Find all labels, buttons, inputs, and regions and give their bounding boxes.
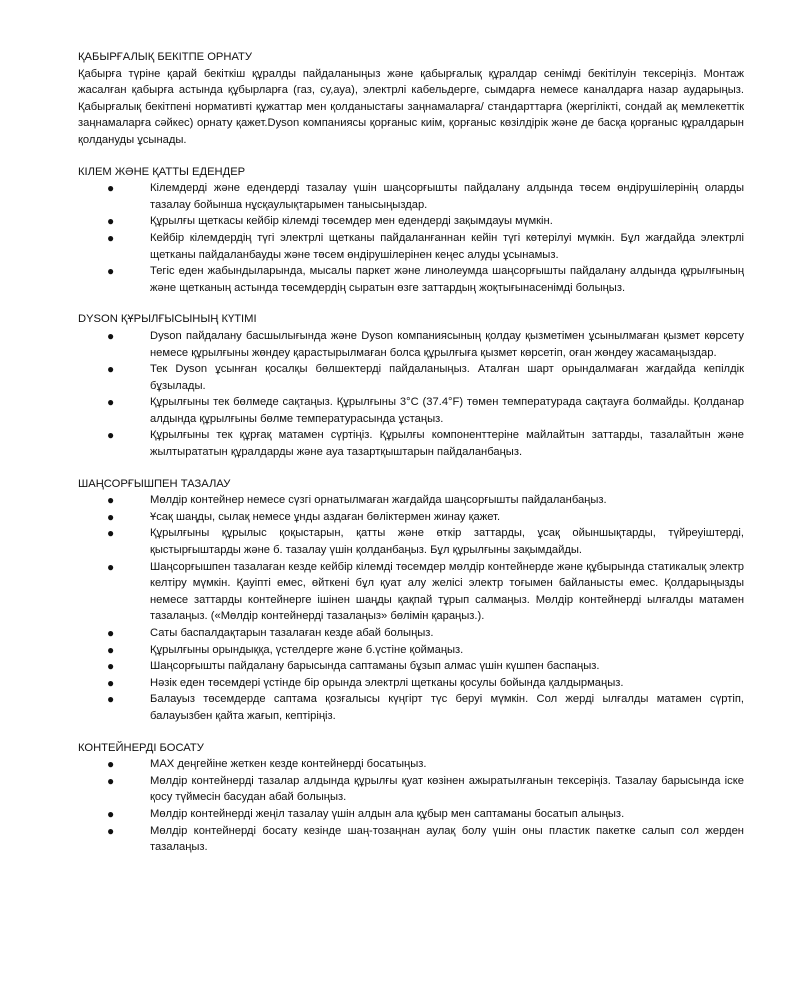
bullet-icon: ● [107, 692, 115, 707]
list-item: ● Құрылғыны тек бөлмеде сақтаңыз. Құрылғыны 3°C (37.4°F) төмен температурада сақтауға болмайды. Қолданар алдында құрылғыны бөлме температурасында ұстаңыз. [107, 395, 744, 425]
list-item: ● Ұсақ шаңды, сылақ немесе ұнды аздаған бөліктермен жинау қажет. [107, 509, 501, 524]
bullet-icon: ● [107, 428, 115, 443]
list-item: ● Кілемдерді және едендерді тазалау үшін шаңсорғышты пайдалану алдында төсем өндірушілерінің оларды тазалау бойынша нұсқаулықтарымен танысыңыздар. [107, 181, 744, 211]
bullet-icon: ● [107, 642, 115, 657]
bullet-icon: ● [107, 362, 115, 377]
section-heading: ШАҢСОРҒЫШПЕН ТАЗАЛАУ [78, 477, 231, 490]
list-item: ● Кейбір кілемдердің түгі электрлі щетканы пайдаланғаннан кейін түгі көтерілуі мүмкін. Бұл жағдайда электрлі щетканы пайдаланбауды және төсем өндірушілерінен кеңес алуды ұсынамыз. [107, 230, 744, 261]
list-item: ● Шаңсорғышпен тазалаған кезде кейбір кілемді төсемдер мөлдір контейнерде және құбырында статикалық электр келтіру мүмкін. Қауіпті емес, өйткені бұл қуат алу желісі электр тоғымен байланысты емес. Қолдарыңызды немесе заттарды контейнерге ішінен шаңды қақпай тұрып салмаңыз. Мөлдір контейнерді ылғалды матамен тазалаңыз. («Мөлдір контейнерді тазалаңыз» бөлімін қараңыз.). [107, 559, 744, 623]
list-item: ● Нәзік еден төсемдері үстінде бір орында электрлі щетканы қосулы бойында қалдырмаңыз. [107, 675, 624, 690]
bullet-icon: ● [107, 526, 115, 541]
bullet-icon: ● [107, 230, 115, 245]
bullet-icon: ● [107, 757, 115, 772]
list-item: ● Құрылғы щеткасы кейбір кілемді төсемдер мен едендерді зақымдауы мүмкін. [107, 214, 553, 229]
bullet-icon: ● [107, 773, 115, 788]
list-item: ● Тегіс еден жабындыларында, мысалы паркет және линолеумда шаңсорғышты пайдалану алдында құрылғының және щетканың астында төсемдердің сыратын өзге заттардың жоқтығынасенімді болыңыз. [107, 264, 744, 294]
section-heading: ҚАБЫРҒАЛЫҚ БЕКІТПЕ ОРНАТУ [78, 51, 252, 63]
list-item: ● MAX деңгейіне жеткен кезде контейнерді босатыңыз. [107, 757, 427, 772]
bullet-list [78, 328, 744, 461]
bullet-list [78, 756, 744, 856]
section-carpets-floors [78, 164, 744, 297]
list-item: ● Шаңсорғышты пайдалану барысында саптаманы бұзып алмас үшін күшпен баспаңыз. [107, 659, 600, 674]
bullet-list [78, 492, 744, 724]
bullet-icon: ● [107, 626, 115, 640]
section-heading: КІЛЕМ ЖӘНЕ ҚАТТЫ ЕДЕНДЕР [78, 165, 246, 178]
section-heading: DYSON ҚҰРЫЛҒЫСЫНЫҢ КҮТІМІ [78, 313, 257, 326]
bullet-icon: ● [107, 181, 115, 196]
list-item: ● Саты баспалдақтарын тазалаған кезде абай болыңыз. [107, 626, 434, 640]
section-device-care [78, 311, 744, 460]
section-heading: КОНТЕЙНЕРДІ БОСАТУ [78, 741, 204, 754]
bullet-icon: ● [107, 659, 115, 674]
list-item: ● Құрылғыны құрылыс қоқыстарын, қатты және өткір заттарды, ұсақ ойыншықтарды, түйреуіштерді, қыстырғыштарды және б. тазалау үшін қолданбаңыз. Бұл құрылғыны зақымдайды. [107, 526, 744, 557]
list-item: ● Dyson пайдалану басшылығында және Dyson компаниясының қолдау қызметімен ұсынылмаған қызмет көрсету немесе құрылғыны жөндеу қарастырылмаған болса құрылғыға қызмет көрсетіп, оған жөндеу жасамаңыздар. [107, 328, 744, 359]
bullet-icon: ● [107, 806, 115, 821]
bullet-icon: ● [107, 823, 115, 838]
list-item: ● Мөлдір контейнер немесе сүзгі орнатылмаған жағдайда шаңсорғышты пайдаланбаңыз. [107, 493, 607, 508]
bullet-icon: ● [107, 264, 115, 279]
bullet-list [78, 180, 744, 296]
bullet-icon: ● [107, 395, 115, 410]
bullet-icon: ● [107, 559, 115, 574]
list-item: ● Құрылғыны тек құрғақ матамен сүртіңіз. Құрылғы компоненттеріне майлайтын заттарды, тазалайтын және жылтырататын құралдарды және ауа тазартқыштарын пайдаланбаңыз. [107, 428, 744, 459]
bullet-icon: ● [107, 509, 115, 524]
section-empty-container [78, 740, 744, 856]
list-item: ● Балауыз төсемдерде саптама қозғалысы күңгірт түс беруі мүмкін. Сол жерді ылғалды матамен сүртіп, балауызбен қайта жағып, кептіріңіз. [107, 692, 744, 722]
list-item: ● Тек Dyson ұсынған қосалқы бөлшектерді пайдаланыңыз. Аталған шарт орындалмаған жағдайда кепілдік бұзылады. [107, 362, 744, 392]
list-item: ● Құрылғыны орындыққа, үстелдерге және б.үстіне қоймаңыз. [107, 642, 464, 657]
list-item: ● Мөлдір контейнерді жеңіл тазалау үшін алдын ала құбыр мен саптаманы босатып алыңыз. [107, 806, 625, 821]
section-paragraph: Қабырға түріне қарай бекіткіш құралды пайдаланыңыз және қабырғалық құралдар сенімді бекітілуін тексеріңіз. Монтаж жасалған қабырға астында құбырларға (газ, су,ауа), электрлі кабельдерге, сымдарға немесе каналдарға назар аударыңыз. Қабырғалық бекітпені нормативті құжаттар мен қолданыстағы заңнамаларға/ стандарттарға (жергілікті, сондай ақ мемлекеттік заңнамаларға сәйкес) орнату қажет.Dyson компаниясы қорғаныс киім, қорғаныс көзілдірік және де басқа қорғаныс құралдарын қолдануды ұсынады. [78, 67, 744, 146]
bullet-icon: ● [107, 675, 115, 690]
section-wall-mount [78, 49, 744, 149]
bullet-icon: ● [107, 328, 115, 343]
list-item: ● Мөлдір контейнерді тазалар алдында құрылғы қуат көзінен ажыратылғанын тексеріңіз. Тазалау барысында іске қосу түймесін басудан абай болыңыз. [107, 773, 744, 804]
bullet-icon: ● [107, 214, 115, 229]
bullet-icon: ● [107, 493, 115, 508]
section-vacuuming [78, 476, 744, 725]
list-item: ● Мөлдір контейнерді босату кезінде шаң-тозаңнан аулақ болу үшін оны пластик пакетке салып сол жерден тазалаңыз. [107, 823, 744, 854]
